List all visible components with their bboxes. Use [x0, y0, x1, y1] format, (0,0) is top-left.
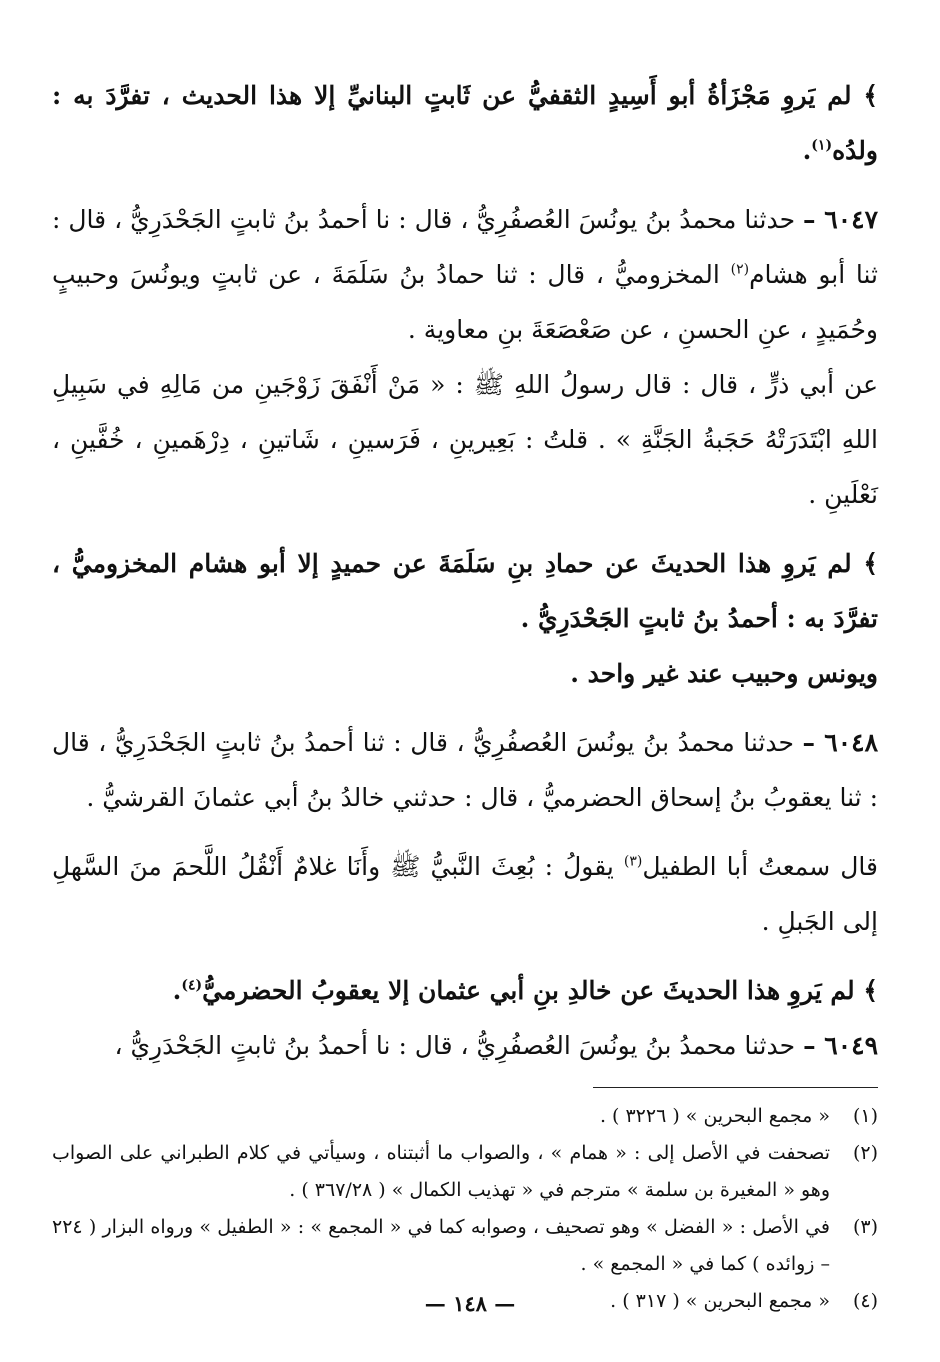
commentary-line: ويونس وحبيب عند غير واحد .: [570, 659, 878, 688]
hadith-chain: [52, 1018, 878, 1073]
chain-text: حدثنا محمدُ بنُ يونُسَ العُصفُرِيُّ ، قال : ثنا أحمدُ بنُ ثابتٍ الجَحْدَرِيُّ ، قال : ثنا يعقوبُ بنُ إسحاق الحضرميُّ ، قال : حدثني خالدُ بنُ أبي عثمانَ القرشيُّ .: [52, 728, 878, 812]
footnote-text: « مجمع البحرين » ( ٣١٧ ) .: [610, 1290, 830, 1312]
footnote-number: (٢): [852, 1142, 878, 1164]
hadith-text-start: قال سمعتُ أبا الطفيل: [642, 852, 878, 881]
note-end: .: [802, 136, 812, 165]
commentary-note: [52, 963, 878, 1018]
hadith-chain: [52, 715, 878, 825]
hadith-chain: [52, 192, 878, 357]
chain-text-continued: المخزوميُّ ، قال : ثنا حمادُ بنُ سَلَمَةَ ، عن ثابتٍ ويونُسَ وحبيبٍ وحُمَيدٍ ، عنِ الحسنِ ، عن صَعْصَعَةَ بنِ معاوية .: [52, 260, 878, 344]
footnote-item: [52, 1135, 878, 1209]
footnote-text: تصحفت في الأصل إلى : « همام » ، والصواب ما أثبتناه ، وسيأتي في كلام الطبراني على الصواب وهو « المغيرة بن سلمة » مترجم في « تهذيب الكمال » ( ٣٦٧/٢٨ ) .: [52, 1142, 830, 1201]
commentary-note: [52, 68, 878, 178]
footnotes: [52, 1098, 878, 1320]
chain-text: حدثنا محمدُ بنُ يونُسَ العُصفُرِيُّ ، قال : نا أحمدُ بنُ ثابتٍ الجَحْدَرِيُّ ، قال : ثنا أبو هشام: [52, 205, 879, 289]
footnote-text: في الأصل : « الفضل » وهو تصحيف ، وصوابه كما في « المجمع » : « الطفيل » ورواه البزار ( ٢٢٤ – زوائده ) كما في « المجمع » .: [52, 1216, 830, 1275]
footnote-ref: (٣): [623, 853, 643, 870]
footnote-ref: (٢): [730, 261, 750, 278]
hadith-text: عن أبي ذرٍّ ، قال : قال رسولُ اللهِ ﷺ : « مَنْ أَنْفَقَ زَوْجَينِ من مَالِهِ في سَبِيلِ اللهِ ابْتَدَرَتْهُ حَجَبةُ الجَنَّةِ » . قلتُ : بَعِيرينِ ، فَرَسينِ ، شَاتينِ ، دِرْهَمينِ ، خُفَّينِ ، نَعْلَينِ .: [52, 370, 878, 509]
commentary-note: ﴾ لم يَروِ هذا الحديثَ عن حمادِ بنِ سَلَمَةَ عن حميدٍ إلا أبو هشام المخزوميُّ ، تفرَّدَ به : أحمدُ بنُ ثابتٍ الجَحْدَرِيُّ .: [52, 549, 878, 633]
hadith-text: [52, 839, 878, 949]
footnote-divider: [593, 1087, 878, 1088]
footnote-number: (٤): [852, 1290, 878, 1312]
hadith-number: ٦٠٤٨ –: [802, 728, 878, 757]
footnote-ref: (١): [811, 137, 833, 154]
page-number: — ١٤٨ —: [424, 1291, 516, 1316]
footnote-number: (٣): [852, 1216, 878, 1238]
footnote-item: [52, 1209, 878, 1283]
footnote-ref: (٤): [181, 977, 203, 994]
main-text: [52, 68, 878, 1073]
note-text: ﴾ لم يَروِ مَجْزَأةُ أبو أَسِيدٍ الثقفيُّ عن ثَابتٍ البنانيِّ إلا هذا الحديث ، تفرَّدَ به : ولدُه: [52, 81, 878, 165]
hadith-number: ٦٠٤٧ –: [803, 205, 878, 234]
footnote-item: [52, 1098, 878, 1135]
footnote-number: (١): [852, 1105, 878, 1127]
chain-text: حدثنا محمدُ بنُ يونُسَ العُصفُرِيُّ ، قال : نا أحمدُ بنُ ثابتٍ الجَحْدَرِيُّ ،: [114, 1031, 796, 1060]
note-end: .: [172, 976, 182, 1005]
note-text: ﴾ لم يَروِ هذا الحديثَ عن خالدِ بنِ أبي عثمان إلا يعقوبُ الحضرميُّ: [202, 976, 878, 1005]
hadith-text-continued: يقولُ : بُعِثَ النَّبيُّ ﷺ وأَنَا غلامٌ أَنْقُلُ اللَّحمَ منَ السَّهلِ إلى الجَبلِ .: [52, 852, 878, 936]
hadith-number: ٦٠٤٩ –: [803, 1031, 878, 1060]
footnote-text: « مجمع البحرين » ( ٣٢٢٦ ) .: [599, 1105, 830, 1127]
